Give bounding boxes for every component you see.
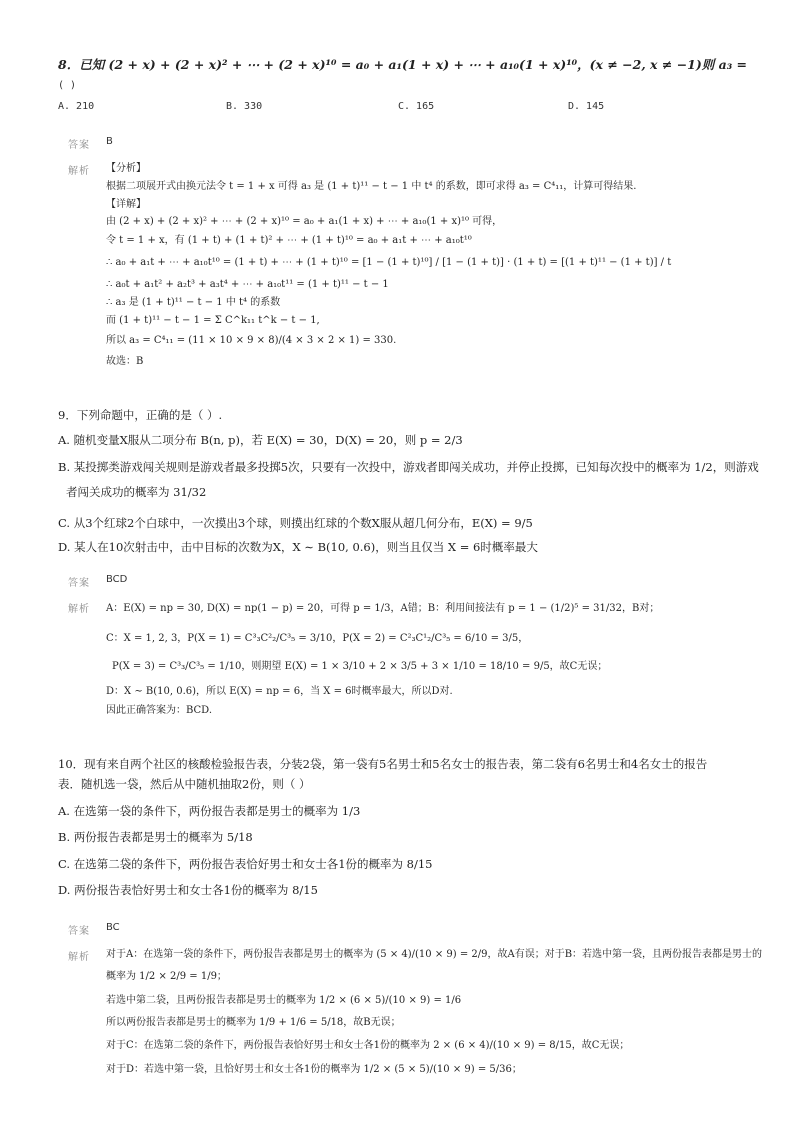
q10-answer-label: 答案	[68, 926, 90, 937]
q8-stem	[58, 56, 747, 74]
q8-line-7: ∴ a₃ 是 (1 + t)¹¹ − t − 1 中 t⁴ 的系数	[106, 297, 281, 308]
q9-option-c: C. 从3个红球2个白球中，一次摸出3个球，则摸出红球的个数X服从超几何分布，E(X) = 9/5	[58, 516, 533, 530]
q9-line-1: C：X = 1, 2, 3，P(X = 1) = C³₃C²₂/C³₅ = 3/10，P(X = 2) = C²₃C¹₂/C³₅ = 6/10 = 3/5，	[106, 633, 529, 644]
q9-answer: BCD	[106, 574, 128, 585]
q9-line-3: D：X ∼ B(10, 0.6)，所以 E(X) = np = 6，当 X = 6时概率最大，所以D对.	[106, 686, 453, 697]
q9-answer-label: 答案	[68, 578, 90, 589]
q8-line-9: 所以 a₃ = C⁴₁₁ = (11 × 10 × 9 × 8)/(4 × 3 × 2 × 1) = 330.	[106, 335, 397, 346]
q9-option-d: D. 某人在10次射击中，击中目标的次数为X，X ∼ B(10, 0.6)，则当且仅当 X = 6时概率最大	[58, 540, 538, 554]
q10-line-0: 对于A：在选第一袋的条件下，两份报告表都是男士的概率为 (5 × 4)/(10 × 9) = 2/9，故A有误；对于B：若选中第一袋，且两份报告表都是男士的	[106, 949, 763, 960]
q10-stem-line-1: 10．现有来自两个社区的核酸检验报告表，分装2袋，第一袋有5名男士和5名女士的报告表，第二袋有6名男士和4名女士的报告	[58, 757, 708, 771]
q10-option-c: C. 在选第二袋的条件下，两份报告表恰好男士和女士各1份的概率为 8/15	[58, 857, 433, 871]
q10-line-2: 若选中第二袋，且两份报告表都是男士的概率为 1/2 × (6 × 5)/(10 × 9) = 1/6	[106, 995, 462, 1006]
q9-option-b: B. 某投掷类游戏闯关规则是游戏者最多投掷5次，只要有一次投中，游戏者即闯关成功，并停止投掷，已知每次投中的概率为 1/2，则游戏	[58, 460, 759, 474]
q9-stem: 9．下列命题中，正确的是（ ）.	[58, 408, 223, 422]
q10-answer: BC	[106, 922, 120, 933]
q8-option-a: A. 210	[58, 101, 95, 112]
q9-analysis-label: 解析	[68, 604, 90, 615]
q10-option-d: D. 两份报告表恰好男士和女士各1份的概率为 8/15	[58, 883, 318, 897]
q8-line-8: 而 (1 + t)¹¹ − t − 1 = Σ C^k₁₁ t^k − t − 1,	[106, 315, 320, 326]
q9-option-a: A. 随机变量X服从二项分布 B(n, p)，若 E(X) = 30，D(X) = 20，则 p = 2/3	[58, 433, 463, 447]
q9-line-0: A：E(X) = np = 30, D(X) = np(1 − p) = 20，可得 p = 1/3，A错；B：利用间接法有 p = 1 − (1/2)⁵ = 31/32，B对；	[106, 603, 660, 614]
q8-option-c: C. 165	[398, 101, 435, 112]
q10-line-1: 概率为 1/2 × 2/9 = 1/9；	[106, 971, 227, 982]
q9-option-b-cont: 者闯关成功的概率为 31/32	[66, 485, 207, 499]
q10-line-3: 所以两份报告表都是男士的概率为 1/9 + 1/6 = 5/18，故B无误；	[106, 1017, 401, 1028]
q8-answer-label: 答案	[68, 140, 90, 151]
q10-option-a: A. 在选第一袋的条件下，两份报告表都是男士的概率为 1/3	[58, 804, 361, 818]
q8-analysis-label: 解析	[68, 166, 90, 177]
q8-line-1: 根据二项展开式由换元法令 t = 1 + x 可得 a₃ 是 (1 + t)¹¹ − t − 1 中 t⁴ 的系数，即可求得 a₃ = C⁴₁₁，计算可得结果.	[106, 181, 637, 192]
q9-line-2: P(X = 3) = C³₃/C³₅ = 1/10，则期望 E(X) = 1 × 3/10 + 2 × 3/5 + 3 × 1/10 = 18/10 = 9/5，故C无误；	[112, 661, 608, 672]
q10-option-b: B. 两份报告表都是男士的概率为 5/18	[58, 830, 253, 844]
q8-line-5: ∴ a₀ + a₁t + ⋯ + a₁₀t¹⁰ = (1 + t) + ⋯ + (1 + t)¹⁰ = [1 − (1 + t)¹⁰] / [1 − (1 + t)] · (1 + t) = [(1 + t)¹¹ − (1 + t)] / t	[106, 257, 672, 268]
q8-paren: ( )	[58, 80, 77, 91]
q8-line-0: 【分析】	[106, 163, 146, 174]
q8-answer: B	[106, 136, 113, 147]
q10-line-5: 对于D：若选中第一袋，且恰好男士和女士各1份的概率为 1/2 × (5 × 5)/(10 × 9) = 5/36；	[106, 1064, 522, 1075]
q10-line-4: 对于C：在选第二袋的条件下，两份报告表恰好男士和女士各1份的概率为 2 × (6 × 4)/(10 × 9) = 8/15，故C无误；	[106, 1040, 630, 1051]
q8-line-10: 故选：B	[106, 356, 144, 367]
q8-line-2: 【详解】	[106, 199, 146, 210]
q8-line-4: 令 t = 1 + x，有 (1 + t) + (1 + t)² + ⋯ + (1 + t)¹⁰ = a₀ + a₁t + ⋯ + a₁₀t¹⁰	[106, 235, 472, 246]
q8-stem-text: 8．已知 (2 + x) + (2 + x)² + ⋯ + (2 + x)¹⁰ = a₀ + a₁(1 + x) + ⋯ + a₁₀(1 + x)¹⁰，(x ≠ −2, x ≠ −1)则 a₃ =	[58, 57, 748, 72]
q8-option-b: B. 330	[226, 101, 263, 112]
q10-stem-line-2: 表．随机选一袋，然后从中随机抽取2份，则（ ）	[58, 777, 311, 791]
q8-line-3: 由 (2 + x) + (2 + x)² + ⋯ + (2 + x)¹⁰ = a₀ + a₁(1 + x) + ⋯ + a₁₀(1 + x)¹⁰ 可得，	[106, 216, 503, 227]
q10-analysis-label: 解析	[68, 952, 90, 963]
q8-option-d: D. 145	[568, 101, 605, 112]
q9-line-4: 因此正确答案为：BCD.	[106, 705, 213, 716]
q8-line-6: ∴ a₀t + a₁t² + a₂t³ + a₃t⁴ + ⋯ + a₁₀t¹¹ = (1 + t)¹¹ − t − 1	[106, 279, 389, 290]
